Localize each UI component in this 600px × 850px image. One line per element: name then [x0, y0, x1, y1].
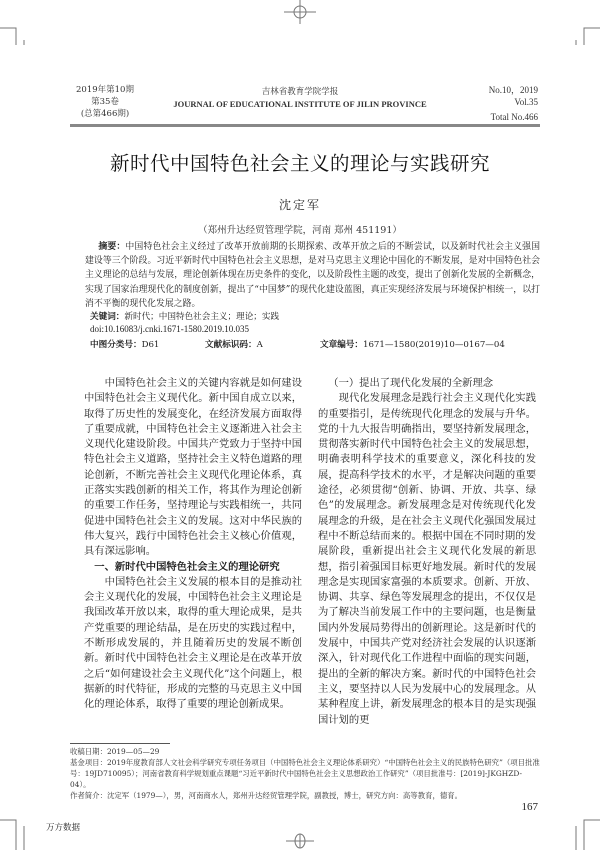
keywords-text: 新时代；中国特色社会主义；理论；实践: [124, 312, 280, 322]
total-cn: (总第466期): [80, 109, 130, 119]
doc-code-value: A: [256, 340, 263, 350]
total-en: Total No.466: [490, 112, 538, 122]
issue-cn: 2019年第10期: [76, 85, 134, 95]
abstract-text: 中国特色社会主义经过了改革开放前期的长期探索、改革开放之后的不断尝试，以及新时代社会主义强国建设等三个阶段。习近平新时代中国特色社会主义思想，是对马克思主义理论中国化的不断发展，是对中国特色社会主义理论的总结与发展，理论创新体现在历史条件的变化，以及阶段性主题的改变，提出了创新化发展的全新概念，实现了国家治理现代化的制度创新，提出了“中国梦”的现代化建设蓝图，真正实现经济发展与环境保护相统一，以打消不平衡的现代化发展之路。: [85, 242, 541, 309]
footnotes: [70, 746, 540, 801]
article-number: [320, 338, 505, 350]
article-author: 沈定军: [278, 198, 321, 212]
volume-cn: 第35卷: [91, 97, 119, 107]
body-right-column: [318, 376, 536, 728]
section-heading: 一、新时代中国特色社会主义的理论研究: [94, 560, 280, 573]
registration-mark-top-icon: [284, 0, 316, 24]
paragraph: 中国特色社会主义的关键内容就是如何建设中国特色社会主义现代化。新中国自成立以来，取得了历史性的发展变化，在经济发展方面取得了重要成就，中国特色社会主义逐渐进入社会主义现代化建设阶段。中国共产党致力于坚持中国特色社会主义道路，坚持社会主义特色道路的理论创新，不断完善社会主义现代化理论体系，真正落实实践创新的相关工作，将其作为理论创新的重要工作任务，坚持理论与实践相统一，共同促进中国特色社会主义的发展。这对中华民族的伟大复兴，践行中国特色社会主义核心价值观，具有深远影响。: [84, 377, 302, 558]
paragraph: 现代化发展理念是践行社会主义现代化实践的重要指引，是传统现代化理念的发展与升华。党的十九大报告明确指出，要坚持新发展理念，贯彻落实新时代中国特色社会主义的发展思想，明确表明科学技术的重要意义，深化科技的发展，提高科学技术的水平，才是解决问题的重要途径，必须贯彻“创新、协调、开放、共享、绿色”的发展理念。新发展理念是对传统现代化发展理念的升级，是在社会主义现代化强国发展过程中不断总结而来的。根据中国在不同时期的发展阶段，重新提出社会主义现代化发展的新思想，指引着强国目标更好地发展。新时代的发展理念是实现国家富强的本质要求。创新、开放、协调、共享、绿色等发展理念的提出，不仅仅是为了解决当前发展工作中的主要问题，也是衡量国内外发展局势得出的创新理论。这是新时代的发展中，中国共产党对经济社会发展的认识逐渐深入，针对现代化工作进程中面临的现实问题，提出的全新的解决方案。新时代的中国特色社会主义，要坚持以人民为发展中心的发展理念。从某种程度上讲，新发展理念的根本目的是实现强国计划的更: [318, 392, 536, 726]
article-no-value: 1671—1580(2019)10—0167—04: [362, 340, 505, 350]
journal-name-cn: 吉林省教育学院学报: [261, 87, 339, 97]
issue-en: No.10，2019: [488, 85, 538, 95]
author-affiliation: （郑州升达经贸管理学院，河南 郑州 451191）: [198, 225, 402, 236]
clc-label: 中图分类号：: [90, 340, 142, 350]
wanfang-watermark: 万方数据: [46, 823, 81, 833]
journal-name-en: JOURNAL OF EDUCATIONAL INSTITUTE OF JILIN PROVINCE: [173, 99, 427, 109]
journal-name: [150, 86, 450, 110]
header-rule: [70, 124, 540, 127]
issue-info-en: [489, 84, 538, 123]
doc-code-label: 文献标识码：: [205, 340, 257, 350]
doi[interactable]: doi:10.16083/j.cnki.1671-1580.2019.10.035: [90, 324, 249, 334]
fund-info: 基金项目：2019年度教育部人文社会科学研究专项任务项目（中国特色社会主义理论体系研究）“中国特色社会主义的民族特色研究”（项目批准号：19JD710095）；河南省教育科学规划重点课题“习近平新时代中国特色社会主义思想政治工作研究”（项目批准号：[2019]-JKGHZD-04）。: [70, 758, 540, 789]
footnote-rule: [70, 743, 170, 744]
issue-info-cn: [70, 84, 140, 120]
received-date: 收稿日期：2019—05—29: [70, 747, 160, 756]
article-no-label: 文章编号：: [320, 340, 363, 350]
clc-number: [90, 338, 159, 350]
subsection-heading: （一）提出了现代化发展的全新理念: [328, 377, 494, 389]
body-left-column: [84, 376, 302, 713]
registration-mark-bottom-icon: [286, 834, 314, 848]
keywords-label: 关键词：: [90, 312, 125, 322]
author-bio: 作者简介：沈定军（1979—），男，河南商水人，郑州升达经贸管理学院，副教授，博士，研究方向：高等教育，德育。: [70, 791, 463, 800]
abstract: [85, 240, 540, 311]
keywords: [90, 310, 279, 322]
paragraph: 中国特色社会主义发展的根本目的是推动社会主义现代化的发展，中国特色社会主义理论是我国改革开放以来，取得的重大理论成果，是共产党重要的理论结晶，是在历史的实践过程中，不断形成发展的，并且随着历史的发展不断创新。新时代中国特色社会主义理论是在改革开放之后“如何建设社会主义现代化”这个问题上，根据新的时代特征，形成的完整的马克思主义中国化的理论体系，取得了重要的理论创新成果。: [84, 575, 302, 711]
page-number: 167: [521, 801, 538, 813]
clc-value: D61: [141, 340, 160, 350]
article-title: 新时代中国特色社会主义的理论与实践研究: [109, 152, 490, 175]
volume-en: Vol.35: [514, 97, 538, 107]
abstract-label: 摘要：: [98, 242, 126, 252]
document-code: [205, 338, 263, 350]
